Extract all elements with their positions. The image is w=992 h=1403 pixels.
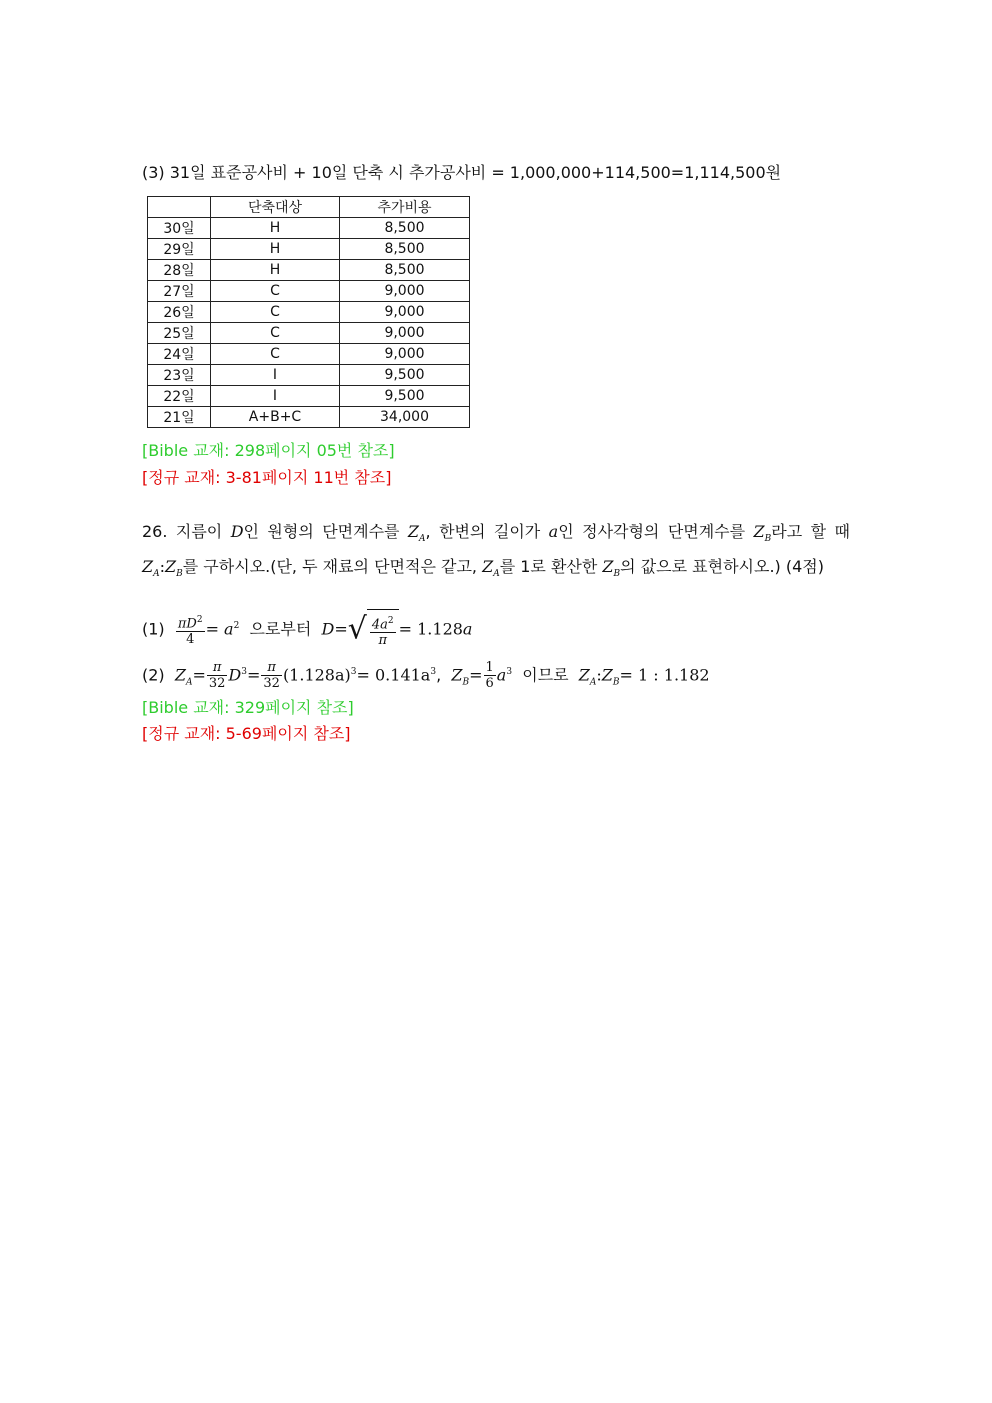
table-header-cost: 추가비용 xyxy=(340,197,470,218)
cell-day: 29일 xyxy=(148,239,211,260)
cell-cost: 9,000 xyxy=(340,323,470,344)
table-row xyxy=(148,323,470,344)
cell-target: H xyxy=(211,260,340,281)
cell-target: C xyxy=(211,281,340,302)
square-root: √ $\frac{4a^2}{\pi}$ xyxy=(348,609,399,650)
cell-day: 27일 xyxy=(148,281,211,302)
cell-target: H xyxy=(211,239,340,260)
section3-heading: (3) 31일 표준공사비 + 10일 단축 시 추가공사비 = 1,000,000+114,500=1,114,500원 xyxy=(142,163,782,182)
cell-cost: 8,500 xyxy=(340,260,470,281)
table-row xyxy=(148,407,470,428)
table-header-row xyxy=(148,197,470,218)
cell-day: 30일 xyxy=(148,218,211,239)
table-row xyxy=(148,218,470,239)
cell-cost: 9,000 xyxy=(340,281,470,302)
question-26: 26. 지름이 D인 원형의 단면계수를 $Z_A$, 한변의 길이가 a인 정사각형의 단면계수를 $Z_B$라고 할 때 $Z_A:Z_B$를 구하시오.(단, 두 재료의 단면적은 같고, $Z_A$를 1로 환산한 $Z_B$의 값으로 표현하시오.) (4점) xyxy=(142,522,850,580)
cell-target: C xyxy=(211,323,340,344)
cell-day: 22일 xyxy=(148,386,211,407)
table-row xyxy=(148,302,470,323)
table-row xyxy=(148,281,470,302)
table-header-target: 단축대상 xyxy=(211,197,340,218)
bible-reference: [Bible 교재: 298페이지 05번 참조] xyxy=(142,441,395,460)
cell-target: C xyxy=(211,302,340,323)
shortening-cost-table xyxy=(147,196,470,428)
cell-day: 25일 xyxy=(148,323,211,344)
cell-target: H xyxy=(211,218,340,239)
cell-target: C xyxy=(211,344,340,365)
cell-cost: 9,000 xyxy=(340,344,470,365)
solution-step-1: (1) $\frac{\pi D^2}{4}$ = $a^2$ 으로부터 D=√ $\frac{4a^2}{\pi}$ = 1.128a xyxy=(142,606,472,650)
fraction-pi-d2-over-4: $\frac{\pi D^2}{4}$ xyxy=(177,614,203,647)
regular-reference: [정규 교재: 3-81페이지 11번 참조] xyxy=(142,468,392,487)
cell-day: 24일 xyxy=(148,344,211,365)
cell-cost: 8,500 xyxy=(340,239,470,260)
cell-target: I xyxy=(211,386,340,407)
table-row xyxy=(148,344,470,365)
table-row xyxy=(148,365,470,386)
table-row xyxy=(148,260,470,281)
bible-reference: [Bible 교재: 329페이지 참조] xyxy=(142,698,354,717)
regular-reference: [정규 교재: 5-69페이지 참조] xyxy=(142,724,351,743)
cell-cost: 8,500 xyxy=(340,218,470,239)
cell-cost: 9,500 xyxy=(340,386,470,407)
cell-target: A+B+C xyxy=(211,407,340,428)
cell-cost: 9,500 xyxy=(340,365,470,386)
table-row xyxy=(148,239,470,260)
table-row xyxy=(148,386,470,407)
cell-cost: 34,000 xyxy=(340,407,470,428)
solution-step-2: (2) $Z_A=$ $\frac{\pi}{32}$ $D^3=$ $\frac{\pi}{32}$ $(1.128a)^3= 0.141a^3$, $Z_B=$ $\frac{1}{6}$ $a^3$ 이므로 $Z_A:Z_B= 1$ : 1.182 xyxy=(142,660,710,692)
cell-target: I xyxy=(211,365,340,386)
cell-day: 21일 xyxy=(148,407,211,428)
table-header-day xyxy=(148,197,211,218)
cell-day: 26일 xyxy=(148,302,211,323)
cell-cost: 9,000 xyxy=(340,302,470,323)
cell-day: 28일 xyxy=(148,260,211,281)
cell-day: 23일 xyxy=(148,365,211,386)
